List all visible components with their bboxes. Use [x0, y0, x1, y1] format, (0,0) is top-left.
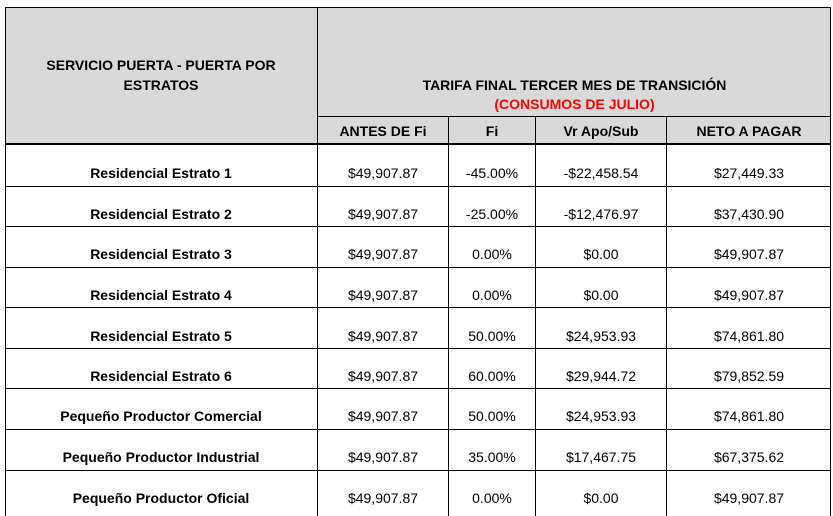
- cell-antes: $49,907.87: [347, 490, 419, 506]
- cell-neto: $74,861.80: [713, 408, 785, 424]
- row-label: Residencial Estrato 2: [90, 206, 232, 222]
- grid-row-2: [5, 226, 831, 227]
- cell-fi: 50.00%: [468, 328, 516, 344]
- service-title-line1: SERVICIO PUERTA - PUERTA POR: [46, 57, 276, 73]
- cell-fi: 50.00%: [468, 408, 516, 424]
- cell-antes: $49,907.87: [347, 328, 419, 344]
- row-label: Residencial Estrato 4: [90, 287, 232, 303]
- grid-top: [5, 7, 831, 8]
- cell-antes: $49,907.87: [347, 449, 419, 465]
- cell-antes: $49,907.87: [347, 206, 419, 222]
- cell-antes: $49,907.87: [347, 368, 419, 384]
- cell-neto: $67,375.62: [713, 449, 785, 465]
- tarifa-subtitle: (CONSUMOS DE JULIO): [494, 96, 655, 112]
- row-label: Residencial Estrato 6: [90, 368, 232, 384]
- cell-neto: $74,861.80: [713, 328, 785, 344]
- cell-vr: $24,953.93: [565, 328, 637, 344]
- row-label: Pequeño Productor Oficial: [72, 490, 250, 506]
- col-header-vr: Vr Apo/Sub: [563, 123, 639, 139]
- grid-row-4: [5, 307, 831, 308]
- cell-neto: $27,449.33: [713, 165, 785, 181]
- cell-vr: $0.00: [583, 287, 619, 303]
- cell-antes: $49,907.87: [347, 287, 419, 303]
- cell-neto: $79,852.59: [713, 368, 785, 384]
- cell-fi: 0.00%: [472, 490, 512, 506]
- cell-fi: 60.00%: [468, 368, 516, 384]
- service-title-line2: ESTRATOS: [123, 77, 199, 93]
- cell-neto: $37,430.90: [713, 206, 785, 222]
- grid-header-bottom: [5, 143, 831, 145]
- row-label: Residencial Estrato 1: [90, 165, 232, 181]
- grid-row-7: [5, 429, 831, 430]
- grid-row-6: [5, 388, 831, 389]
- cell-antes: $49,907.87: [347, 246, 419, 262]
- cell-fi: -25.00%: [465, 206, 519, 222]
- cell-antes: $49,907.87: [347, 165, 419, 181]
- cell-vr: $0.00: [583, 246, 619, 262]
- cell-fi: 0.00%: [472, 246, 512, 262]
- tarifa-title: TARIFA FINAL TERCER MES DE TRANSICIÓN: [422, 77, 727, 93]
- cell-vr: $17,467.75: [565, 449, 637, 465]
- cell-vr: $24,953.93: [565, 408, 637, 424]
- grid-subheader-top: [318, 116, 831, 117]
- cell-neto: $49,907.87: [713, 287, 785, 303]
- cell-antes: $49,907.87: [347, 408, 419, 424]
- cell-vr: -$12,476.97: [563, 206, 639, 222]
- row-label: Pequeño Productor Industrial: [62, 449, 260, 465]
- grid-row-3: [5, 267, 831, 268]
- cell-vr: $0.00: [583, 490, 619, 506]
- row-label: Residencial Estrato 3: [90, 246, 232, 262]
- row-label: Pequeño Productor Comercial: [60, 408, 262, 424]
- col-header-fi: Fi: [485, 123, 499, 139]
- grid-row-8: [5, 470, 831, 471]
- grid-row-1: [5, 186, 831, 187]
- col-header-neto: NETO A PAGAR: [696, 123, 802, 139]
- cell-fi: 35.00%: [468, 449, 516, 465]
- cell-fi: -45.00%: [465, 165, 519, 181]
- grid-row-5: [5, 348, 831, 349]
- cell-neto: $49,907.87: [713, 490, 785, 506]
- cell-vr: -$22,458.54: [563, 165, 639, 181]
- col-header-antes: ANTES DE Fi: [339, 123, 427, 139]
- cell-fi: 0.00%: [472, 287, 512, 303]
- row-label: Residencial Estrato 5: [90, 328, 232, 344]
- cell-neto: $49,907.87: [713, 246, 785, 262]
- cell-vr: $29,944.72: [565, 368, 637, 384]
